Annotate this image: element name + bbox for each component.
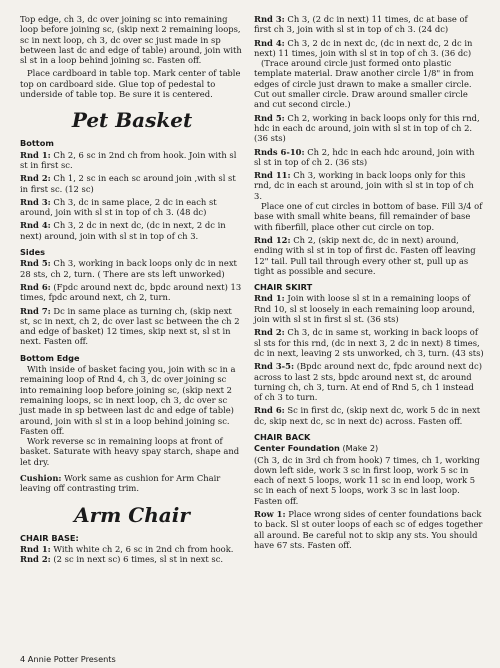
- round-text: Join with loose sl st in a remaining loops of Rnd 10, sl st loosely in each remaining loop around, join with sl st in first sl st. (36 sts): [254, 293, 475, 325]
- row-text: Place wrong sides of center foundations back to back. Sl st outer loops of each sc of edges together all around. Be careful not to skip any sts. You should have 67 sts. Fasten off.: [254, 509, 483, 550]
- cushion-text: Work same as cushion for Arm Chair leaving off contrasting trim.: [20, 472, 221, 494]
- section-heading-bottom: Bottom: [20, 138, 54, 149]
- round-instruction: [20, 197, 244, 218]
- round-text: Ch 3, 2 dc in next dc, (dc in next dc, 2 dc in next) 11 times, join with sl st in top of ch 3. (36 dc): [254, 37, 473, 58]
- intro-paragraph: Top edge, ch 3, dc over joining sc into remaining loop before joining sc, (skip next 2 remaining loops, sc in next loop, ch 3, dc over sc just made in sp between last dc and edge of table) around, join with sl st in a loop behind joining sc. Fasten off.: [20, 14, 242, 66]
- round-text: Dc in same place as turning ch, (skip next st, sc in next, ch 2, dc over last sc between the ch 2 and edge of basket) 12 times, skip next st, sl st in next. Fasten off.: [20, 305, 240, 347]
- round-instruction: [254, 361, 484, 402]
- round-instruction: [254, 293, 484, 324]
- round-instruction: [254, 235, 484, 276]
- row-label: Row 1:: [254, 509, 286, 520]
- round-text: (2 sc in next sc) 6 times, sl st in next sc.: [50, 554, 224, 565]
- round-instruction: [20, 258, 244, 279]
- round-label: Rnd 4:: [20, 220, 51, 231]
- round-instruction: [254, 405, 484, 426]
- left-column: [20, 14, 244, 567]
- round-label: Rnd 5:: [254, 112, 285, 123]
- round-text: Ch 2, 6 sc in 2nd ch from hook. Join with sl st in first sc.: [20, 149, 237, 170]
- round-text: Ch 2, (skip next dc, dc in next) around, ending with sl st in top of first dc. Fasten off leaving 12" tail. Pull tail through every other st, pull up as tight as possible and secure.: [254, 234, 476, 276]
- round-label: Rnd 12:: [254, 234, 291, 245]
- round-text: Ch 3, dc in same place, 2 dc in each st around, join with sl st in top of ch 3. (48 dc): [20, 196, 217, 218]
- round-instruction: [20, 282, 244, 303]
- round-label: Rnd 1:: [20, 149, 51, 160]
- cushion-label: Cushion:: [20, 472, 62, 483]
- round-instruction: [20, 150, 244, 171]
- round-instruction: [254, 147, 484, 168]
- round-instruction: [20, 544, 244, 554]
- round-text: (Fpdc around next dc, bpdc around next) 13 times, fpdc around next, ch 2, turn.: [20, 281, 242, 303]
- fill-note: Place one of cut circles in bottom of base. Fill 3/4 of base with small white beans, fill remainder of base with fiberfill, place other cut circle on top.: [254, 201, 483, 232]
- round-instruction: [254, 38, 484, 59]
- round-label: Rnd 7:: [20, 305, 51, 316]
- round-instruction: [20, 220, 244, 241]
- page-footer: 4 Annie Potter Presents: [20, 654, 116, 664]
- subheading-center-foundation: [254, 443, 484, 453]
- section-heading-chair-base: CHAIR BASE:: [20, 532, 79, 543]
- round-label: Rnd 2:: [254, 327, 285, 338]
- round-instruction: [254, 327, 484, 358]
- round-label: Rnd 4:: [254, 37, 285, 48]
- round-text: Ch 3, 2 dc in next dc, (dc in next, 2 dc in next) around, join with sl st in top of ch 3.: [20, 220, 226, 241]
- instruction-paragraph: With inside of basket facing you, join with sc in a remaining loop of Rnd 4, ch 3, dc over joining sc into remaining loop before joining sc, (skip next 2 remaining loops, sc in next loop, ch 3, dc over sc just made in sp between last dc and edge of table) around, join with sl st in a loop behind joining sc. Fasten off.: [20, 364, 236, 436]
- intro-paragraph: Place cardboard in table top. Mark center of table top on cardboard side. Glue top of pedestal to underside of table top. Be sure it is centered.: [20, 68, 241, 100]
- round-label: Rnd 3-5:: [254, 361, 295, 372]
- round-text: Ch 3, working in back loops only for this rnd, dc in each st around, join with sl st in top of ch 3.: [254, 170, 474, 201]
- round-text: With white ch 2, 6 sc in 2nd ch from hook.: [50, 543, 234, 554]
- round-label: Rnd 1:: [20, 543, 51, 554]
- right-column: [254, 14, 484, 553]
- round-label: Rnd 11:: [254, 170, 291, 181]
- round-text: Ch 2, hdc in each hdc around, join with sl st in top of ch 2. (36 sts): [254, 146, 475, 167]
- round-text: Ch 3, working in back loops only dc in next 28 sts, ch 2, turn. ( There are sts left unworked): [20, 258, 237, 279]
- round-label: Rnd 1:: [254, 293, 285, 304]
- instruction-paragraph: Work reverse sc in remaining loops at front of basket. Saturate with heavy spay starch, shape and let dry.: [20, 436, 240, 467]
- pet-basket-title: Pet Basket: [71, 108, 193, 133]
- round-label: Rnd 6:: [254, 405, 285, 416]
- round-instruction: [20, 306, 244, 347]
- round-label: Rnd 5:: [20, 258, 51, 269]
- round-label: Rnd 3:: [20, 196, 51, 207]
- section-heading-bottom-edge: Bottom Edge: [20, 352, 80, 363]
- instruction-paragraph: (Ch 3, dc in 3rd ch from hook) 7 times, ch 1, working down left side, work 3 sc in first loop, work 5 sc in each of next 5 loops, work 11 sc in end loop, work 5 sc in each of next 5 loops, work 3 sc in last loop. Fasten off.: [254, 454, 480, 506]
- round-text: Sc in first dc, (skip next dc, work 5 dc in next dc, skip next dc, sc in next dc) across. Fasten off.: [254, 405, 481, 426]
- round-text: Ch 2, working in back loops only for this rnd, hdc in each dc around, join with sl st in top of ch 2. (36 sts): [254, 112, 480, 144]
- round-text: Ch 1, 2 sc in each sc around join ,with sl st in first sc. (12 sc): [20, 173, 236, 194]
- section-heading-chair-skirt: CHAIR SKIRT: [254, 282, 313, 293]
- round-label: Rnd 2:: [20, 554, 51, 565]
- round-instruction: [254, 14, 484, 35]
- section-heading-sides: Sides: [20, 247, 45, 258]
- round-instruction: [254, 170, 484, 201]
- round-instruction: [20, 173, 244, 194]
- round-label: Rnd 6:: [20, 281, 51, 292]
- trace-note: (Trace around circle just formed onto plastic template material. Draw another circle 1/8" in from edges of circle just drawn to make a smaller circle. Cut out smaller circle. Draw around smaller circle and cut second circle.): [254, 58, 474, 110]
- round-text: (Bpdc around next dc, fpdc around next dc) across to last 2 sts, bpdc around next st, dc around turning ch, ch 3, turn. At end of Rnd 5, ch 1 instead of ch 3 to turn.: [254, 361, 482, 403]
- subheading-note: (Make 2): [339, 443, 379, 454]
- round-text: Ch 3, dc in same st, working in back loops of sl sts for this rnd, (dc in next 3, 2 dc in next) 8 times, dc in next, leaving 2 sts unworked, ch 3, turn. (43 sts): [254, 327, 484, 358]
- round-instruction: [254, 113, 484, 144]
- round-text: Ch 3, (2 dc in next) 11 times, dc at base of first ch 3, join with sl st in top of ch 3. (24 dc): [254, 14, 468, 35]
- section-heading-chair-back: CHAIR BACK: [254, 431, 311, 442]
- round-instruction: [20, 554, 244, 564]
- cushion-instruction: [20, 473, 244, 494]
- round-label: Rnds 6-10:: [254, 146, 305, 157]
- round-label: Rnd 3:: [254, 14, 285, 24]
- row-instruction: [254, 509, 484, 550]
- arm-chair-title: Arm Chair: [74, 502, 190, 527]
- subheading-label: Center Foundation: [254, 443, 340, 454]
- round-label: Rnd 2:: [20, 173, 51, 184]
